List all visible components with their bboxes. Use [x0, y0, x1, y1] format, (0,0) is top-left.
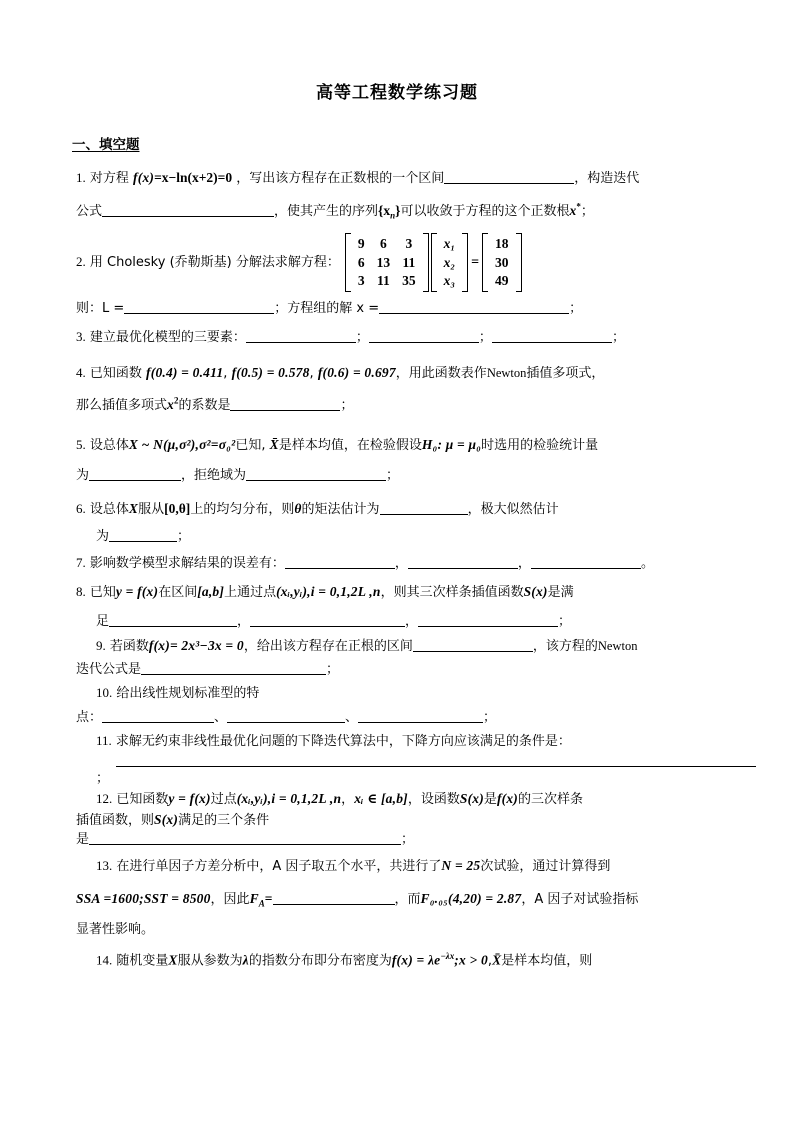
question-6-end: ； [177, 529, 191, 545]
question-12-blank-1[interactable] [89, 844, 401, 845]
question-12-text-3: ， [341, 792, 355, 808]
question-13-line-2 [76, 883, 738, 916]
question-6-text-1: 设总体 [89, 501, 129, 517]
question-14-text-4: , [487, 952, 493, 968]
question-8-text-2: 在区间 [158, 585, 198, 601]
question-1-formula-f: f(x) [133, 170, 155, 185]
question-7-sep-2: ， [517, 555, 531, 571]
question-14-lambda: λ [242, 951, 249, 967]
question-10-number: 10. [96, 685, 113, 701]
question-1-text-7: ； [580, 203, 594, 219]
question-7-blank-1[interactable] [285, 568, 395, 569]
question-3 [76, 327, 738, 348]
question-6-text-5: ，极大似然估计 [467, 501, 559, 517]
question-3-sep-2: ； [478, 330, 492, 346]
question-13-fa-symbol: F [249, 890, 259, 906]
matrix-x-cell: x₃ [443, 273, 456, 289]
question-12-text-4: ，设函数 [407, 792, 460, 808]
question-6-blank-1[interactable] [380, 514, 468, 515]
question-10-line-2 [76, 708, 738, 728]
question-4-text-2: ，用此函数表作 [395, 365, 487, 381]
question-6-line-2 [76, 527, 738, 547]
question-8-spline: S(x) [523, 584, 548, 600]
question-11-line-3 [96, 769, 738, 789]
question-6-text-6: 为 [96, 529, 110, 545]
question-10-end: ； [483, 709, 497, 725]
question-5-text-6: ，拒绝域为 [181, 468, 247, 484]
question-8-blank-3[interactable] [418, 626, 558, 627]
question-4-comma-2: , [309, 365, 318, 381]
question-10-sep-1: 、 [214, 709, 228, 725]
matrix-equals-sign: = [471, 254, 480, 270]
question-1-blank-1[interactable] [444, 183, 574, 184]
question-1-root-x: x [569, 202, 577, 218]
matrix-b-row [489, 272, 515, 291]
matrix-a-cell: 6 [379, 235, 387, 251]
question-4-text-4: 那么插值多项式 [76, 398, 168, 414]
question-3-text-1: 建立最优化模型的三要素： [89, 330, 246, 346]
question-8-text-5: 是满 [547, 585, 574, 601]
question-list [0, 162, 794, 970]
question-4-text-5: 的系数是 [178, 398, 231, 414]
matrix-a-table [352, 234, 422, 291]
question-13-text-5: ，而 [394, 891, 421, 907]
question-10 [76, 683, 738, 727]
question-13-text-7: 显著性影响。 [76, 922, 155, 938]
question-9-text-1: 若函数 [109, 639, 149, 655]
question-11-number: 11. [96, 733, 112, 749]
question-9-equation: f(x)= 2x³−3x = 0 [148, 638, 244, 654]
matrix-b-row [489, 234, 515, 253]
question-5-hypothesis: H₀: μ = μ₀ [421, 436, 482, 452]
question-1-line-2 [76, 195, 738, 228]
question-14 [76, 950, 738, 971]
question-12-text-7: 插值函数，则 [76, 812, 155, 828]
question-8-text-3: 上通过点 [224, 585, 277, 601]
question-3-sep-1: ； [355, 330, 369, 346]
question-1-seq-close: } [395, 202, 401, 218]
question-4-comma-1: , [223, 365, 232, 381]
question-5 [76, 435, 738, 486]
question-4-term-exp: 2 [173, 396, 179, 407]
question-2-text-1: 用 Cholesky (乔勒斯基) 分解法求解方程： [89, 255, 340, 271]
question-7-blank-3[interactable] [531, 568, 641, 569]
question-14-number: 14. [96, 951, 113, 967]
question-1-text-1: 对方程 [89, 171, 129, 186]
question-3-blank-3[interactable] [492, 342, 612, 343]
question-8-sep-2: ， [405, 613, 419, 629]
question-8-blank-1[interactable] [109, 626, 237, 627]
question-13-text-3: ，因此 [210, 891, 250, 907]
question-2-text-2: 则：L = [76, 300, 125, 316]
matrix-x [431, 233, 468, 292]
question-4-value-3: f(0.6) = 0.697 [317, 364, 396, 380]
question-7 [76, 553, 738, 574]
question-1-text-5: ，使其产生的序列 [274, 203, 379, 219]
question-3-blank-1[interactable] [246, 342, 356, 343]
question-12 [76, 789, 738, 850]
question-4-newton-label: Newton [486, 365, 527, 380]
matrix-a [345, 233, 429, 292]
question-6 [76, 499, 738, 547]
question-4 [76, 357, 738, 422]
question-3-end: ； [611, 330, 625, 346]
question-5-blank-2[interactable] [246, 480, 386, 481]
question-11-blank-fullwidth[interactable] [116, 766, 756, 767]
question-13-text-2: 次试验，通过计算得到 [480, 858, 611, 874]
question-1-seq-sub: n [390, 210, 396, 221]
question-9-end: ； [326, 661, 340, 677]
question-12-text-2: 过点 [210, 792, 237, 808]
question-12-text-5: 是 [483, 792, 497, 808]
question-5-sample-mean: X̄ [269, 436, 279, 452]
matrix-a-cell: 13 [376, 254, 391, 270]
matrix-x-row [438, 253, 461, 272]
question-3-blank-2[interactable] [369, 342, 479, 343]
question-14-variable-x: X [168, 951, 178, 967]
question-1 [76, 162, 738, 227]
question-8-line-2 [76, 612, 738, 632]
matrix-a-cell: 11 [376, 273, 390, 289]
question-9-newton-label: Newton [597, 639, 638, 654]
question-12-spline-s: S(x) [459, 791, 484, 807]
question-8-text-6: 足 [96, 613, 110, 629]
matrix-b-row [489, 253, 515, 272]
matrix-a-cell: 11 [402, 254, 416, 270]
question-5-line-2 [76, 466, 738, 486]
matrix-a-row [352, 234, 422, 253]
question-6-variable-x: X [128, 500, 139, 516]
question-12-end: ； [401, 832, 415, 848]
question-5-blank-1[interactable] [89, 480, 181, 481]
question-12-domain: xᵢ ∈ [a,b] [354, 791, 408, 807]
question-8-interval: [a,b] [197, 584, 225, 600]
question-2 [76, 233, 738, 318]
question-5-text-5: 为 [76, 468, 90, 484]
matrix-b [482, 233, 522, 292]
question-9 [76, 636, 738, 679]
question-8-text-4: ，则其三次样条插值函数 [380, 585, 524, 601]
question-1-text-6: 可以收敛于方程的这个正数根 [400, 203, 570, 219]
question-8-function: y = f(x) [115, 584, 159, 600]
question-6-text-2: 服从 [138, 501, 165, 517]
question-7-sep-1: ， [394, 555, 408, 571]
matrix-a-cell: 6 [357, 254, 365, 270]
question-1-text-2: ，写出该方程存在正数根的一个区间 [236, 171, 445, 186]
question-10-blank-2[interactable] [227, 722, 345, 723]
question-10-sep-2: 、 [345, 709, 359, 725]
question-4-end: ； [340, 398, 354, 414]
question-4-text-1: 已知函数 [89, 365, 142, 381]
matrix-b-cell: 49 [495, 273, 509, 289]
question-6-blank-2[interactable] [109, 541, 177, 542]
question-14-text-5: 是样本均值，则 [501, 952, 593, 968]
question-13-f-critical: F₀.₀₅(4,20) = 2.87 [420, 890, 522, 906]
question-11-end: ； [96, 770, 110, 786]
question-5-text-3: 是样本均值，在检验假设 [278, 437, 422, 453]
question-4-term-x: x [167, 397, 174, 413]
question-9-text-3: ，该方程的 [532, 639, 598, 655]
question-10-text-2: 点： [76, 709, 103, 725]
question-13-text-6: ，A 因子对试验指标 [521, 891, 639, 907]
question-12-text-1: 已知函数 [116, 792, 169, 808]
matrix-a-row [352, 272, 422, 291]
question-12-function-f: f(x) [496, 791, 518, 807]
question-13-fa-sub: A [258, 898, 265, 909]
question-7-number: 7. [76, 554, 86, 570]
question-8 [76, 582, 738, 631]
question-2-blank-x[interactable] [379, 313, 569, 314]
question-12-spline-s2: S(x) [154, 811, 179, 827]
question-1-text-3: ，构造迭代 [574, 171, 640, 186]
matrix-x-cell: x₁ [443, 235, 456, 251]
question-14-text-1: 随机变量 [116, 952, 169, 968]
question-4-value-1: f(0.4) = 0.411 [146, 364, 224, 380]
question-9-text-2: ，给出该方程存在正根的区间 [243, 639, 413, 655]
question-8-number: 8. [76, 584, 86, 600]
question-9-number: 9. [96, 638, 106, 654]
matrix-a-cell: 9 [357, 235, 365, 251]
question-6-text-3: 上的均匀分布，则 [190, 501, 295, 517]
question-9-blank-1[interactable] [413, 651, 533, 652]
question-14-density: f(x) = λe [391, 951, 441, 967]
matrix-b-cell: 18 [495, 235, 509, 251]
question-4-number: 4. [76, 364, 86, 380]
matrix-a-cell: 3 [357, 273, 365, 289]
question-12-text-6: 的三次样条 [517, 792, 583, 808]
question-2-answer-line [76, 299, 738, 319]
question-13-blank-1[interactable] [273, 904, 395, 905]
question-1-number: 1. [76, 170, 86, 185]
question-13-text-1: 在进行单因子方差分析中，A 因子取五个水平，共进行了 [116, 858, 442, 874]
section-heading-text: 一、填空题 [72, 137, 140, 153]
matrix-x-table [438, 234, 461, 291]
question-5-dist: X ~ N(μ,σ²),σ²=σ₀² [128, 436, 236, 452]
question-6-number: 6. [76, 500, 86, 516]
question-9-line-2 [76, 660, 738, 680]
question-13-ss-values: SSA =1600;SST = 8500 [76, 890, 211, 906]
question-7-text-1: 影响数学模型求解结果的误差有： [89, 555, 285, 571]
question-3-number: 3. [76, 329, 86, 345]
question-12-function: y = f(x) [168, 791, 211, 807]
question-10-text-1: 给出线性规划标准型的特 [116, 686, 260, 702]
question-4-text-3: 插值多项式， [526, 365, 605, 381]
question-5-text-1: 设总体 [89, 437, 129, 453]
question-6-interval: [0,θ] [164, 500, 191, 516]
question-8-text-1: 已知 [89, 585, 116, 601]
question-2-blank-l[interactable] [124, 313, 274, 314]
matrix-a-cell: 3 [405, 235, 413, 251]
question-7-blank-2[interactable] [408, 568, 518, 569]
question-5-end: ； [386, 468, 400, 484]
question-7-end: 。 [640, 555, 654, 571]
question-5-number: 5. [76, 436, 86, 452]
question-11-text-1: 求解无约束非线性最优化问题的下降迭代算法中，下降方向应该满足的条件是： [115, 734, 571, 750]
matrix-b-cell: 30 [495, 254, 509, 270]
question-5-text-4: 时选用的检验统计量 [481, 437, 599, 453]
question-13 [76, 850, 738, 946]
question-2-text-4: ； [569, 300, 583, 316]
question-8-blank-2[interactable] [250, 626, 405, 627]
question-12-text-8: 满足的三个条件 [178, 812, 270, 828]
question-8-points: (xᵢ,yᵢ),i = 0,1,2L ,n [276, 584, 381, 600]
question-2-equation-row [76, 233, 738, 292]
question-14-text-3: 的指数分布即分布密度为 [248, 952, 392, 968]
question-12-line-3 [76, 830, 738, 850]
question-1-blank-2[interactable] [102, 216, 274, 217]
matrix-a-cell: 35 [402, 273, 416, 289]
question-1-formula-body: =x−ln(x+2)=0 [154, 170, 233, 185]
question-13-line-3 [76, 915, 738, 946]
question-14-density-cond: ;x > 0 [454, 951, 488, 967]
question-4-value-2: f(0.5) = 0.578 [231, 364, 310, 380]
matrix-a-row [352, 253, 422, 272]
question-13-text-4: = [264, 890, 273, 906]
question-13-n-value: N = 25 [441, 857, 481, 873]
question-13-number: 13. [96, 857, 113, 873]
section-heading [0, 133, 794, 153]
question-6-text-4: 的矩法估计为 [301, 501, 380, 517]
question-2-number: 2. [76, 254, 86, 270]
question-14-sample-mean: X̄ [492, 951, 502, 967]
question-12-number: 12. [96, 791, 113, 807]
question-1-seq-open: {x [378, 202, 391, 218]
matrix-b-table [489, 234, 515, 291]
question-1-root-star: * [576, 201, 581, 212]
question-1-text-4: 公式 [76, 203, 103, 219]
question-4-blank-1[interactable] [230, 410, 340, 411]
question-12-points: (xᵢ,yᵢ),i = 0,1,2L ,n [236, 791, 342, 807]
question-10-blank-3[interactable] [358, 722, 483, 723]
question-14-text-2: 服从参数为 [177, 952, 243, 968]
question-14-density-exponent: −λx [440, 950, 455, 961]
page-title: 高等工程数学练习题 [316, 83, 478, 103]
question-9-blank-2[interactable] [141, 674, 326, 675]
question-8-end: ； [558, 613, 572, 629]
matrix-x-row [438, 234, 461, 253]
question-2-label [76, 252, 344, 273]
question-4-line-2 [76, 389, 738, 422]
question-9-text-4: 迭代公式是 [76, 661, 142, 677]
matrix-x-cell: x₂ [443, 254, 456, 270]
question-11 [76, 731, 738, 788]
question-12-line-2 [76, 810, 738, 831]
question-10-blank-1[interactable] [102, 722, 214, 723]
question-2-text-3: ；方程组的解 x = [274, 300, 380, 316]
question-8-sep-1: ， [237, 613, 251, 629]
question-5-text-2: 已知, [235, 437, 266, 453]
question-12-text-9: 是 [76, 832, 90, 848]
question-6-theta: θ [294, 500, 302, 516]
matrix-x-row [438, 272, 461, 291]
